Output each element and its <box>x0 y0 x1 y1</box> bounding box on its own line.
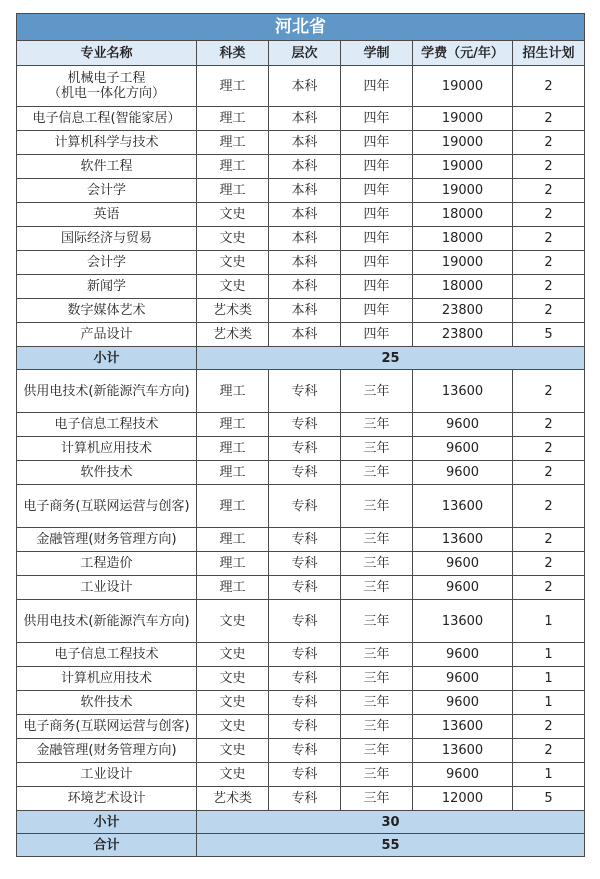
cell-major: 国际经济与贸易 <box>17 227 197 251</box>
cell-category: 理工 <box>197 66 269 107</box>
cell-category: 理工 <box>197 552 269 576</box>
cell-quota: 2 <box>513 66 585 107</box>
cell-quota: 1 <box>513 691 585 715</box>
table-row <box>17 323 585 347</box>
cell-duration: 三年 <box>341 715 413 739</box>
cell-level: 专科 <box>269 576 341 600</box>
cell-duration: 四年 <box>341 299 413 323</box>
total-row <box>17 834 585 857</box>
cell-tuition: 9600 <box>413 413 513 437</box>
cell-duration: 三年 <box>341 528 413 552</box>
cell-duration: 四年 <box>341 275 413 299</box>
table-row <box>17 576 585 600</box>
subtotal-row <box>17 347 585 370</box>
cell-duration: 三年 <box>341 763 413 787</box>
cell-level: 本科 <box>269 323 341 347</box>
cell-tuition: 13600 <box>413 485 513 528</box>
table-row <box>17 643 585 667</box>
cell-major: 电子商务(互联网运营与创客) <box>17 485 197 528</box>
cell-major: 机械电子工程 （机电一体化方向） <box>17 66 197 107</box>
table-row <box>17 739 585 763</box>
cell-quota: 2 <box>513 370 585 413</box>
cell-level: 专科 <box>269 485 341 528</box>
table-row <box>17 370 585 413</box>
cell-category: 理工 <box>197 131 269 155</box>
cell-quota: 2 <box>513 739 585 763</box>
cell-major: 电子信息工程技术 <box>17 413 197 437</box>
cell-quota: 2 <box>513 203 585 227</box>
cell-quota: 2 <box>513 155 585 179</box>
cell-major: 供用电技术(新能源汽车方向) <box>17 600 197 643</box>
enrollment-table <box>16 13 585 857</box>
cell-category: 文史 <box>197 715 269 739</box>
cell-duration: 三年 <box>341 413 413 437</box>
cell-quota: 2 <box>513 227 585 251</box>
cell-duration: 三年 <box>341 739 413 763</box>
province-title: 河北省 <box>17 14 585 41</box>
cell-duration: 三年 <box>341 437 413 461</box>
cell-duration: 三年 <box>341 691 413 715</box>
cell-quota: 5 <box>513 787 585 811</box>
cell-category: 文史 <box>197 600 269 643</box>
cell-quota: 2 <box>513 179 585 203</box>
cell-quota: 1 <box>513 643 585 667</box>
cell-level: 专科 <box>269 461 341 485</box>
table-row <box>17 275 585 299</box>
cell-duration: 四年 <box>341 107 413 131</box>
cell-level: 本科 <box>269 203 341 227</box>
cell-category: 文史 <box>197 251 269 275</box>
cell-quota: 2 <box>513 131 585 155</box>
header-level: 层次 <box>269 41 341 66</box>
table-row <box>17 413 585 437</box>
cell-category: 文史 <box>197 739 269 763</box>
cell-level: 专科 <box>269 413 341 437</box>
cell-major: 新闻学 <box>17 275 197 299</box>
cell-category: 理工 <box>197 437 269 461</box>
cell-level: 专科 <box>269 763 341 787</box>
cell-quota: 1 <box>513 667 585 691</box>
cell-category: 理工 <box>197 528 269 552</box>
cell-major: 工业设计 <box>17 576 197 600</box>
cell-duration: 三年 <box>341 485 413 528</box>
cell-level: 专科 <box>269 787 341 811</box>
cell-category: 理工 <box>197 461 269 485</box>
cell-duration: 四年 <box>341 155 413 179</box>
cell-level: 本科 <box>269 251 341 275</box>
cell-category: 文史 <box>197 667 269 691</box>
cell-duration: 三年 <box>341 667 413 691</box>
table-row <box>17 600 585 643</box>
header-major: 专业名称 <box>17 41 197 66</box>
table-row <box>17 131 585 155</box>
cell-quota: 2 <box>513 107 585 131</box>
cell-tuition: 19000 <box>413 66 513 107</box>
cell-major: 供用电技术(新能源汽车方向) <box>17 370 197 413</box>
cell-quota: 2 <box>513 461 585 485</box>
table-row <box>17 715 585 739</box>
cell-major: 工业设计 <box>17 763 197 787</box>
cell-tuition: 18000 <box>413 227 513 251</box>
cell-major: 电子信息工程技术 <box>17 643 197 667</box>
cell-level: 专科 <box>269 715 341 739</box>
cell-category: 理工 <box>197 370 269 413</box>
table-row <box>17 66 585 107</box>
cell-tuition: 9600 <box>413 763 513 787</box>
cell-tuition: 13600 <box>413 370 513 413</box>
cell-level: 本科 <box>269 131 341 155</box>
cell-major: 环境艺术设计 <box>17 787 197 811</box>
cell-level: 本科 <box>269 179 341 203</box>
cell-major: 计算机应用技术 <box>17 667 197 691</box>
cell-level: 本科 <box>269 66 341 107</box>
cell-level: 本科 <box>269 107 341 131</box>
cell-tuition: 19000 <box>413 131 513 155</box>
cell-major: 会计学 <box>17 251 197 275</box>
cell-level: 专科 <box>269 552 341 576</box>
cell-major: 金融管理(财务管理方向) <box>17 528 197 552</box>
cell-category: 艺术类 <box>197 323 269 347</box>
cell-duration: 四年 <box>341 131 413 155</box>
cell-category: 文史 <box>197 763 269 787</box>
cell-quota: 2 <box>513 299 585 323</box>
cell-duration: 三年 <box>341 370 413 413</box>
cell-level: 专科 <box>269 643 341 667</box>
cell-quota: 2 <box>513 552 585 576</box>
cell-tuition: 9600 <box>413 643 513 667</box>
title-row <box>17 14 585 41</box>
cell-quota: 2 <box>513 437 585 461</box>
table-row <box>17 552 585 576</box>
cell-tuition: 19000 <box>413 155 513 179</box>
header-row <box>17 41 585 66</box>
cell-duration: 三年 <box>341 600 413 643</box>
cell-major: 会计学 <box>17 179 197 203</box>
cell-duration: 三年 <box>341 576 413 600</box>
table-row <box>17 299 585 323</box>
cell-major: 计算机科学与技术 <box>17 131 197 155</box>
cell-tuition: 13600 <box>413 739 513 763</box>
cell-level: 专科 <box>269 528 341 552</box>
cell-level: 本科 <box>269 155 341 179</box>
table-row <box>17 691 585 715</box>
cell-category: 艺术类 <box>197 787 269 811</box>
cell-tuition: 12000 <box>413 787 513 811</box>
cell-tuition: 23800 <box>413 323 513 347</box>
cell-tuition: 9600 <box>413 576 513 600</box>
cell-quota: 1 <box>513 763 585 787</box>
cell-major: 产品设计 <box>17 323 197 347</box>
enrollment-sheet <box>16 13 584 857</box>
cell-duration: 四年 <box>341 251 413 275</box>
cell-tuition: 13600 <box>413 528 513 552</box>
table-row <box>17 437 585 461</box>
subtotal-row-label: 小计 <box>17 811 197 834</box>
table-row <box>17 667 585 691</box>
table-row <box>17 227 585 251</box>
table-row <box>17 763 585 787</box>
subtotal-row-label: 小计 <box>17 347 197 370</box>
cell-tuition: 19000 <box>413 251 513 275</box>
cell-tuition: 23800 <box>413 299 513 323</box>
cell-duration: 三年 <box>341 461 413 485</box>
table-row <box>17 528 585 552</box>
cell-level: 本科 <box>269 227 341 251</box>
cell-category: 文史 <box>197 691 269 715</box>
cell-level: 本科 <box>269 299 341 323</box>
total-row-label: 合计 <box>17 834 197 857</box>
cell-category: 理工 <box>197 413 269 437</box>
cell-level: 专科 <box>269 437 341 461</box>
cell-duration: 四年 <box>341 323 413 347</box>
table-row <box>17 787 585 811</box>
cell-category: 艺术类 <box>197 299 269 323</box>
subtotal-row-value: 30 <box>197 811 585 834</box>
cell-duration: 四年 <box>341 66 413 107</box>
cell-major: 软件工程 <box>17 155 197 179</box>
header-tuition: 学费（元/年） <box>413 41 513 66</box>
cell-tuition: 9600 <box>413 437 513 461</box>
cell-quota: 2 <box>513 576 585 600</box>
cell-tuition: 18000 <box>413 203 513 227</box>
cell-category: 文史 <box>197 203 269 227</box>
header-quota: 招生计划 <box>513 41 585 66</box>
cell-category: 理工 <box>197 107 269 131</box>
cell-duration: 四年 <box>341 179 413 203</box>
cell-category: 文史 <box>197 643 269 667</box>
table-row <box>17 461 585 485</box>
table-row <box>17 251 585 275</box>
cell-tuition: 9600 <box>413 552 513 576</box>
cell-category: 理工 <box>197 155 269 179</box>
header-duration: 学制 <box>341 41 413 66</box>
cell-quota: 5 <box>513 323 585 347</box>
cell-tuition: 18000 <box>413 275 513 299</box>
cell-quota: 2 <box>513 528 585 552</box>
cell-quota: 2 <box>513 275 585 299</box>
cell-duration: 三年 <box>341 552 413 576</box>
cell-duration: 四年 <box>341 227 413 251</box>
cell-category: 理工 <box>197 179 269 203</box>
cell-duration: 三年 <box>341 787 413 811</box>
cell-tuition: 19000 <box>413 107 513 131</box>
cell-level: 专科 <box>269 739 341 763</box>
cell-duration: 四年 <box>341 203 413 227</box>
cell-level: 专科 <box>269 370 341 413</box>
cell-major: 软件技术 <box>17 461 197 485</box>
cell-major: 英语 <box>17 203 197 227</box>
cell-duration: 三年 <box>341 643 413 667</box>
total-row-value: 55 <box>197 834 585 857</box>
cell-tuition: 19000 <box>413 179 513 203</box>
cell-tuition: 9600 <box>413 667 513 691</box>
subtotal-row <box>17 811 585 834</box>
cell-major: 数字媒体艺术 <box>17 299 197 323</box>
cell-category: 理工 <box>197 576 269 600</box>
cell-tuition: 9600 <box>413 461 513 485</box>
table-row <box>17 155 585 179</box>
table-row <box>17 485 585 528</box>
cell-category: 理工 <box>197 485 269 528</box>
cell-level: 专科 <box>269 667 341 691</box>
cell-quota: 2 <box>513 413 585 437</box>
cell-major: 电子信息工程(智能家居） <box>17 107 197 131</box>
cell-quota: 2 <box>513 715 585 739</box>
cell-quota: 2 <box>513 251 585 275</box>
cell-tuition: 13600 <box>413 715 513 739</box>
cell-major: 软件技术 <box>17 691 197 715</box>
table-row <box>17 203 585 227</box>
cell-level: 专科 <box>269 600 341 643</box>
subtotal-row-value: 25 <box>197 347 585 370</box>
cell-level: 本科 <box>269 275 341 299</box>
header-category: 科类 <box>197 41 269 66</box>
table-row <box>17 179 585 203</box>
cell-tuition: 13600 <box>413 600 513 643</box>
cell-tuition: 9600 <box>413 691 513 715</box>
cell-category: 文史 <box>197 275 269 299</box>
cell-quota: 2 <box>513 485 585 528</box>
cell-quota: 1 <box>513 600 585 643</box>
cell-category: 文史 <box>197 227 269 251</box>
cell-major: 电子商务(互联网运营与创客) <box>17 715 197 739</box>
cell-major: 计算机应用技术 <box>17 437 197 461</box>
cell-major: 金融管理(财务管理方向) <box>17 739 197 763</box>
table-row <box>17 107 585 131</box>
cell-level: 专科 <box>269 691 341 715</box>
cell-major: 工程造价 <box>17 552 197 576</box>
